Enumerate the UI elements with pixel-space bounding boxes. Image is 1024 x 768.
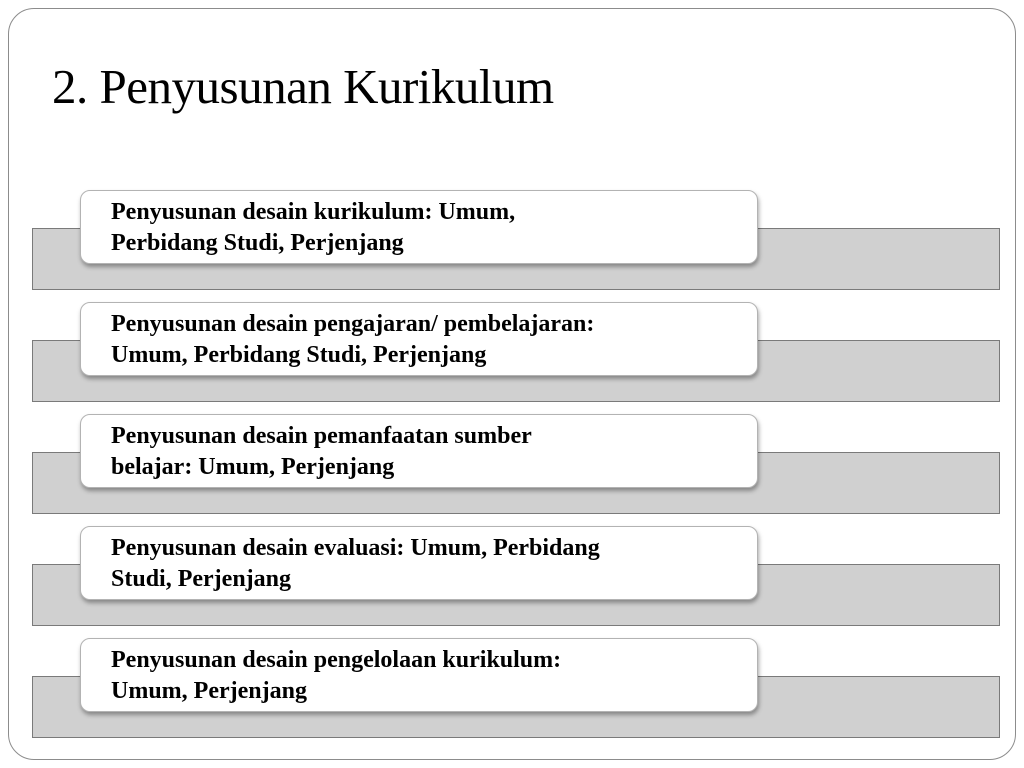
list-item-text: Penyusunan desain pengajaran/ pembelajaran: Umum, Perbidang Studi, Perjenjang	[111, 311, 595, 368]
list-item-text: Penyusunan desain kurikulum: Umum, Perbidang Studi, Perjenjang	[111, 199, 516, 256]
list-item	[0, 526, 1024, 638]
list-item-card	[80, 302, 758, 376]
list-item	[0, 190, 1024, 302]
list-item-card	[80, 526, 758, 600]
list-item-card	[80, 190, 758, 264]
list-item-card	[80, 414, 758, 488]
slide-title: 2. Penyusunan Kurikulum	[52, 59, 554, 114]
list-item-text: Penyusunan desain pengelolaan kurikulum: Umum, Perjenjang	[111, 647, 562, 704]
list-item	[0, 414, 1024, 526]
list-item	[0, 302, 1024, 414]
list-item-text: Penyusunan desain evaluasi: Umum, Perbidang Studi, Perjenjang	[111, 535, 600, 592]
list-item-card	[80, 638, 758, 712]
list-item-text: Penyusunan desain pemanfaatan sumber belajar: Umum, Perjenjang	[111, 423, 532, 480]
list-item	[0, 638, 1024, 750]
